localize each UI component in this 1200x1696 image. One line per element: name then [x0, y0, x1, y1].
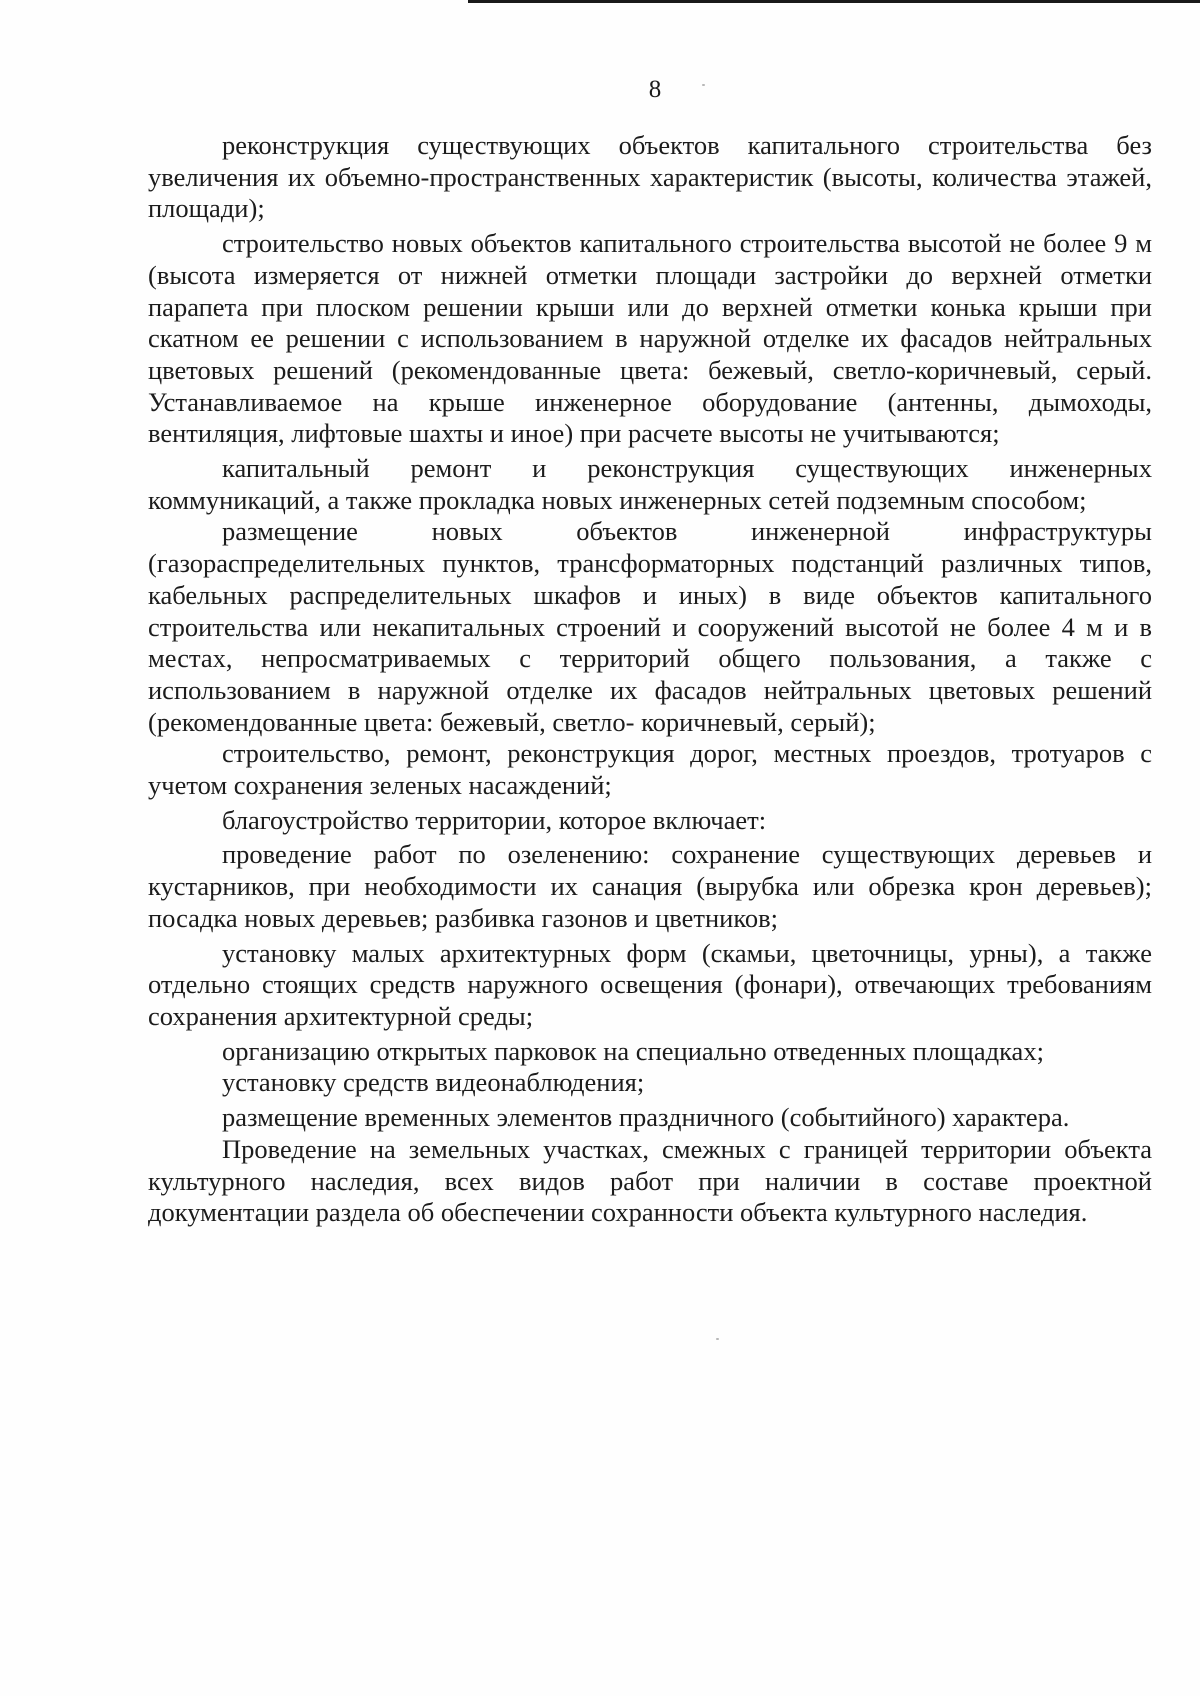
paragraph-temporary-elements: размещение временных элементов праздничного (событийного) характера.: [222, 1102, 1070, 1133]
page-number: 8: [648, 76, 662, 103]
paragraph-landscaping: благоустройство территории, которое включает:: [222, 804, 767, 835]
paragraph-roads: строительство, ремонт, реконструкция дорог, местных проездов, тротуаров с учетом сохранения зеленых насаждений;: [148, 738, 1152, 801]
scan-border-line: [468, 0, 1200, 3]
paragraph-video-surveillance: установку средств видеонаблюдения;: [222, 1067, 645, 1098]
paragraph-heritage-works: Проведение на земельных участках, смежных с границей территории объекта культурного наследия, всех видов работ при наличии в составе проектной документации раздела об обеспечении сохранности объекта культурного наследия.: [148, 1133, 1152, 1228]
paragraph-parking: организацию открытых парковок на специально отведенных площадках;: [222, 1035, 1044, 1066]
paragraph-utility-repair: капитальный ремонт и реконструкция существующих инженерных коммуникаций, а также прокладка новых инженерных сетей подземным способом;: [148, 453, 1152, 515]
paragraph-new-construction: строительство новых объектов капитального строительства высотой не более 9 м (высота измеряется от нижней отметки площади застройки до верхней отметки парапета при плоском решении крыши или до верхней отметки конька крыши при скатном ее решении с использованием в наружной отделке их фасадов нейтральных цветовых решений (рекомендованные цвета: бежевый, светло-коричневый, серый. Устанавливаемое на крыше инженерное оборудование (антенны, дымоходы, вентиляция, лифтовые шахты и иное) при расчете высоты не учитываются;: [148, 228, 1152, 449]
document-body: [148, 130, 1152, 1229]
scan-speck: [716, 1338, 719, 1340]
paragraph-engineering-infrastructure: размещение новых объектов инженерной инфраструктуры (газораспределительных пунктов, трансформаторных подстанций различных типов, кабельных распределительных шкафов и иных) в виде объектов капитального строительства или некапитальных строений и сооружений высотой не более 4 м и в местах, непросматриваемых с территорий общего пользования, а также с использованием в наружной отделке их фасадов нейтральных цветовых решений (рекомендованные цвета: бежевый, светло- коричневый, серый);: [148, 516, 1152, 737]
paragraph-reconstruction: реконструкция существующих объектов капитального строительства без увеличения их объемно-пространственных характеристик (высоты, количества этажей, площади);: [148, 130, 1152, 224]
paragraph-greening: проведение работ по озеленению: сохранение существующих деревьев и кустарников, при необходимости их санация (вырубка или обрезка крон деревьев); посадка новых деревьев; разбивка газонов и цветников;: [148, 839, 1152, 933]
paragraph-small-forms: установку малых архитектурных форм (скамьи, цветочницы, урны), а также отдельно стоящих средств наружного освещения (фонари), отвечающих требованиям сохранения архитектурной среды;: [148, 937, 1152, 1031]
